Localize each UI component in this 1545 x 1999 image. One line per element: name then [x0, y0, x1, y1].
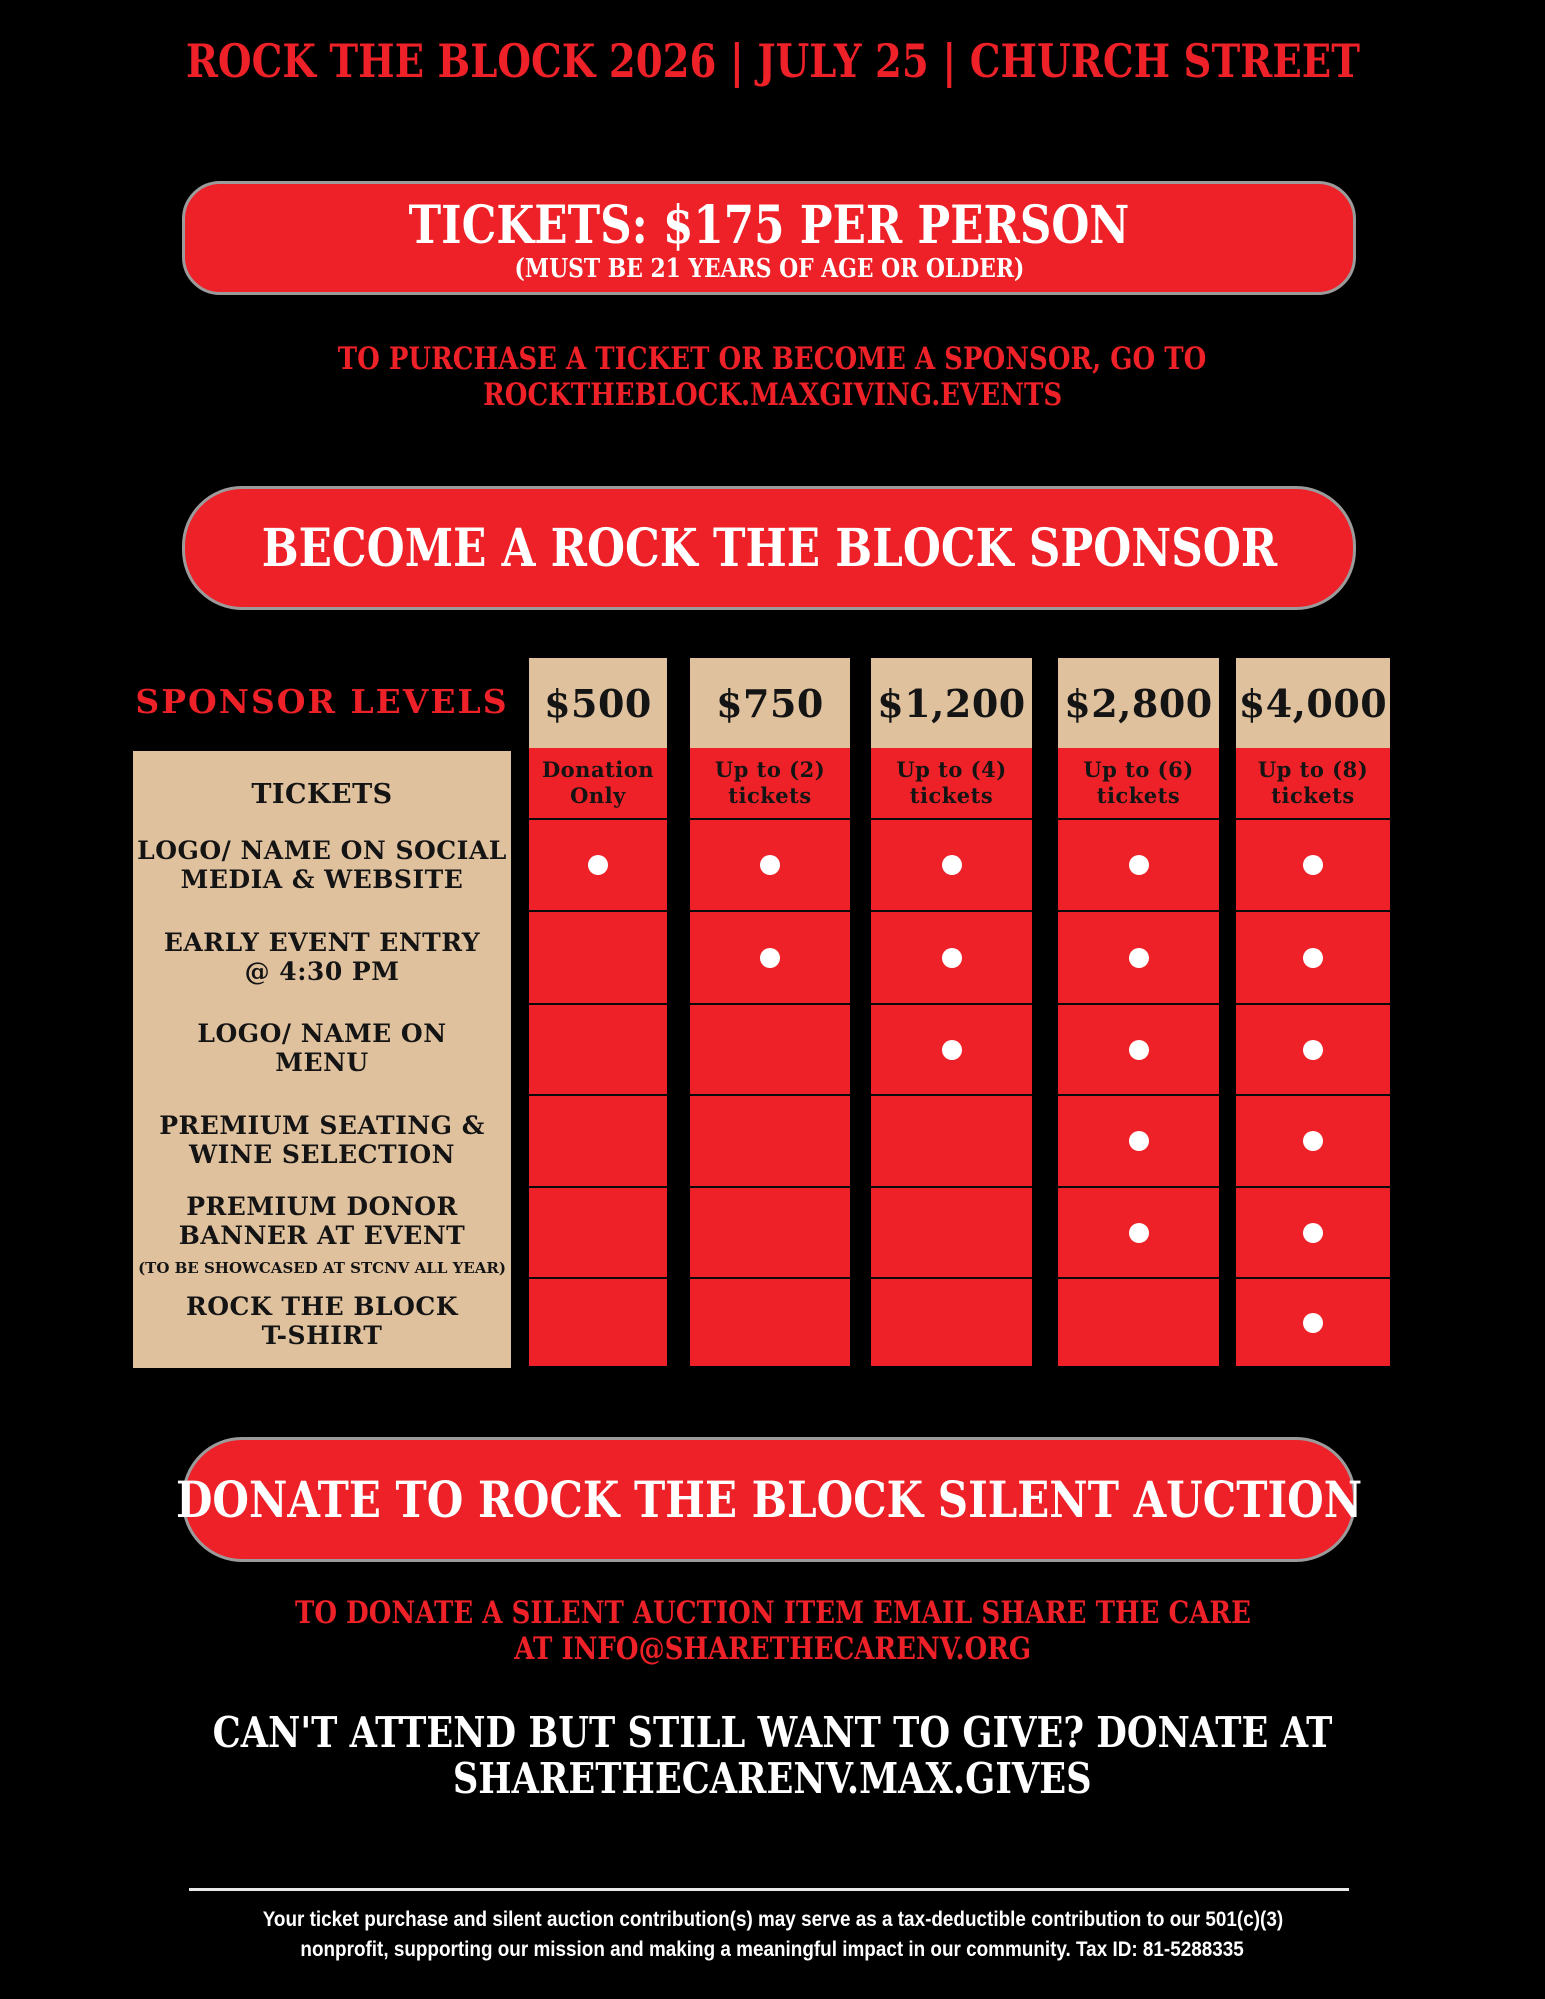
- tickets-allowance-cell: Up to (2) tickets: [690, 748, 850, 818]
- footer-divider: [189, 1888, 1349, 1891]
- benefit-cell: [1058, 1003, 1219, 1094]
- sponsor-column-4000: [1236, 658, 1390, 1366]
- included-dot: [1129, 1040, 1149, 1060]
- benefit-cell: [1236, 818, 1390, 910]
- purchase-note-line1: TO PURCHASE A TICKET OR BECOME A SPONSOR, GO TO: [338, 341, 1207, 377]
- included-dot: [1303, 948, 1323, 968]
- give-note-line1: CAN'T ATTEND BUT STILL WANT TO GIVE? DONATE AT: [212, 1708, 1333, 1757]
- benefit-cell: [690, 1094, 850, 1186]
- footer-line2: nonprofit, supporting our mission and making a meaningful impact in our community. Tax ID: 81-5288335: [300, 1938, 1245, 1961]
- benefit-cell: [690, 1186, 850, 1277]
- included-dot: [1303, 1131, 1323, 1151]
- sponsor-column-2800: [1058, 658, 1219, 1366]
- price-header: $2,800: [1058, 658, 1219, 748]
- benefit-cell: [1236, 1186, 1390, 1277]
- sponsor-column-750: [690, 658, 850, 1366]
- price-header: $1,200: [871, 658, 1032, 748]
- footer-line1: Your ticket purchase and silent auction contribution(s) may serve as a tax-deductible contribution to our 501(c)(3): [262, 1908, 1283, 1931]
- benefit-cell: [871, 1186, 1032, 1277]
- benefit-cell: [1058, 1186, 1219, 1277]
- included-dot: [942, 855, 962, 875]
- auction-banner: [175, 1437, 1363, 1562]
- benefit-label-social: LOGO/ NAME ON SOCIAL MEDIA & WEBSITE: [137, 836, 507, 894]
- included-dot: [1303, 1223, 1323, 1243]
- tickets-allowance-cell: Up to (4) tickets: [871, 748, 1032, 818]
- give-note-line2: SHARETHECARENV.MAX.GIVES: [453, 1754, 1092, 1803]
- page-title-text: ROCK THE BLOCK 2026 | JULY 25 | CHURCH STREET: [185, 34, 1360, 88]
- benefit-label-seating: PREMIUM SEATING & WINE SELECTION: [159, 1111, 485, 1169]
- benefit-cell: [871, 1003, 1032, 1094]
- tickets-banner-subtitle: (MUST BE 21 YEARS OF AGE OR OLDER): [514, 254, 1024, 284]
- benefit-cell: [1236, 1094, 1390, 1186]
- benefit-cell: [529, 1094, 667, 1186]
- included-dot: [1303, 1313, 1323, 1333]
- purchase-note-line2: ROCKTHEBLOCK.MAXGIVING.EVENTS: [482, 377, 1063, 413]
- footer-note: [0, 1905, 1545, 1965]
- benefit-cell: [690, 818, 850, 910]
- sponsor-banner-title: BECOME A ROCK THE BLOCK SPONSOR: [261, 517, 1277, 579]
- sponsor-banner: [182, 486, 1356, 610]
- included-dot: [760, 855, 780, 875]
- included-dot: [1303, 1040, 1323, 1060]
- tickets-allowance-cell: Up to (8) tickets: [1236, 748, 1390, 818]
- auction-note-line1: TO DONATE A SILENT AUCTION ITEM EMAIL SHARE THE CARE: [294, 1595, 1251, 1631]
- benefit-cell: [690, 910, 850, 1003]
- benefit-cell: [1236, 1003, 1390, 1094]
- included-dot: [1303, 855, 1323, 875]
- included-dot: [1129, 855, 1149, 875]
- benefit-label-menu: LOGO/ NAME ON MENU: [197, 1019, 447, 1077]
- auction-note: [0, 1595, 1545, 1667]
- benefit-cell: [529, 910, 667, 1003]
- included-dot: [1129, 1223, 1149, 1243]
- benefit-cell: [529, 818, 667, 910]
- price-header: $750: [690, 658, 850, 748]
- benefit-labels-panel: [133, 751, 511, 1368]
- tickets-banner: [182, 181, 1356, 295]
- benefit-cell: [529, 1277, 667, 1366]
- benefit-cell: [690, 1003, 850, 1094]
- included-dot: [1129, 948, 1149, 968]
- sponsor-levels-label: SPONSOR LEVELS: [135, 682, 509, 721]
- auction-banner-title: DONATE TO ROCK THE BLOCK SILENT AUCTION: [175, 1470, 1363, 1529]
- included-dot: [588, 855, 608, 875]
- tickets-allowance-cell: Donation Only: [529, 748, 667, 818]
- benefit-label-tshirt: ROCK THE BLOCK T-SHIRT: [186, 1292, 458, 1350]
- sponsor-column-500: [529, 658, 667, 1366]
- benefit-cell: [1058, 910, 1219, 1003]
- benefit-cell: [529, 1003, 667, 1094]
- price-header: $4,000: [1236, 658, 1390, 748]
- included-dot: [942, 1040, 962, 1060]
- benefit-cell: [871, 1277, 1032, 1366]
- benefit-cell: [1236, 910, 1390, 1003]
- purchase-note: [0, 341, 1545, 413]
- sponsor-column-1200: [871, 658, 1032, 1366]
- benefit-cell: [871, 910, 1032, 1003]
- benefit-label-early-entry: EARLY EVENT ENTRY @ 4:30 PM: [163, 928, 481, 986]
- included-dot: [760, 948, 780, 968]
- benefit-cell: [529, 1186, 667, 1277]
- give-note: [0, 1710, 1545, 1802]
- price-header: $500: [529, 658, 667, 748]
- included-dot: [942, 948, 962, 968]
- tickets-allowance-cell: Up to (6) tickets: [1058, 748, 1219, 818]
- benefit-cell: [1058, 1277, 1219, 1366]
- benefit-cell: [1058, 818, 1219, 910]
- benefit-label-banner: PREMIUM DONOR BANNER AT EVENT (TO BE SHOWCASED AT STCNV ALL YEAR): [138, 1192, 506, 1277]
- page-title: [0, 36, 1545, 86]
- tickets-row-label: TICKETS: [251, 779, 393, 810]
- benefit-cell: [871, 1094, 1032, 1186]
- tickets-banner-title: TICKETS: $175 PER PERSON: [408, 195, 1130, 256]
- benefit-cell: [690, 1277, 850, 1366]
- benefit-cell: [871, 818, 1032, 910]
- included-dot: [1129, 1131, 1149, 1151]
- benefit-label-banner-note: (TO BE SHOWCASED AT STCNV ALL YEAR): [138, 1259, 506, 1277]
- benefit-cell: [1236, 1277, 1390, 1366]
- benefit-cell: [1058, 1094, 1219, 1186]
- auction-note-line2: AT INFO@SHARETHECARENV.ORG: [514, 1631, 1031, 1667]
